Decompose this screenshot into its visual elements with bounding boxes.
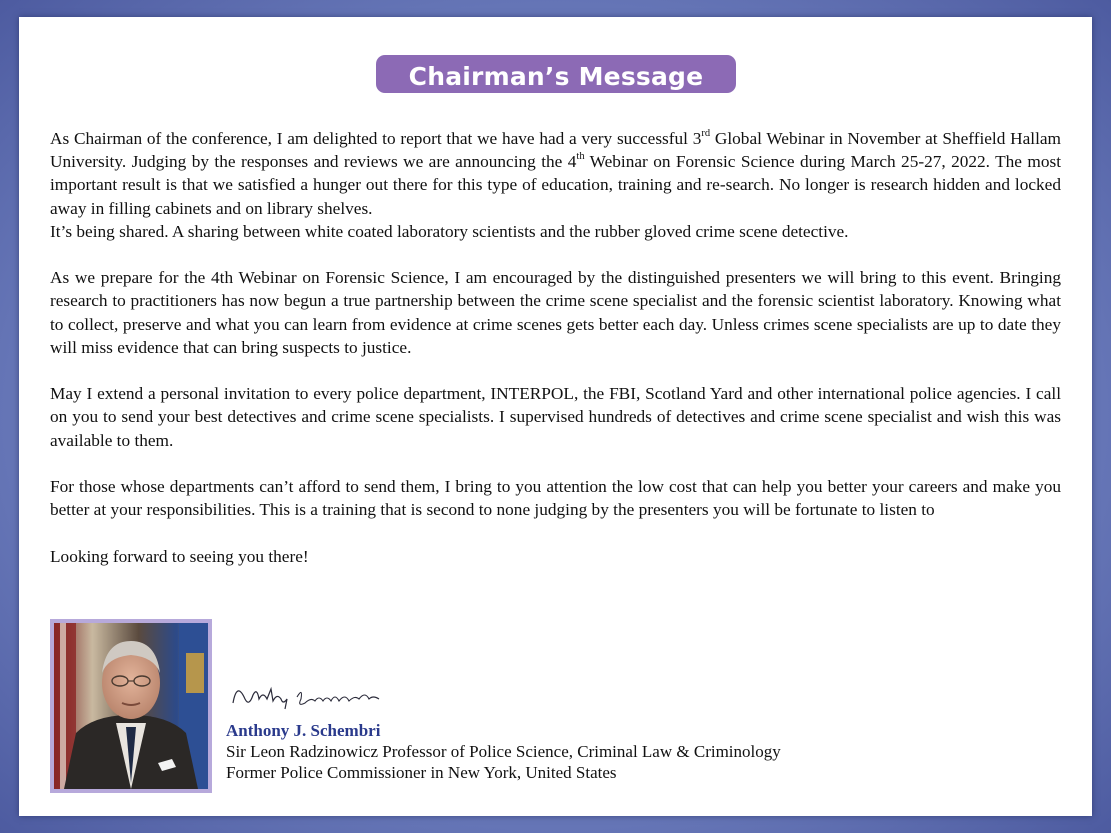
paragraph-1 [50, 127, 1061, 243]
message-body [50, 127, 1061, 591]
ordinal-superscript: rd [701, 128, 711, 140]
signature-image [227, 669, 387, 715]
portrait-frame [50, 619, 212, 793]
message-card [19, 17, 1092, 816]
paragraph-1-text-a: As Chairman of the conference, I am delighted to report that we have had a very successful 3 [50, 129, 702, 148]
paragraph-1-text-c: Webinar on Forensic Science during March 25-27, 2022. The most important result is that we satisfied a hunger out there for this type of education, training and re-search. No longer is research hidden and locked away in filling cabinets and on library shelves. [50, 152, 1061, 218]
paragraph-3: May I extend a personal invitation to every police department, INTERPOL, the FBI, Scotland Yard and other international police agencies. I call on you to send your best detectives and crime scene specialists. I supervised hundreds of detectives and crime scene specialist and wish this was available to them. [50, 384, 1061, 450]
paragraph-2: As we prepare for the 4th Webinar on Forensic Science, I am encouraged by the distinguished presenters we will bring to this event. Bringing research to practitioners has now begun a true partnership between the crime scene specialist and the forensic scientist laboratory. Knowing what to collect, preserve and what you can learn from evidence at crime scenes gets better each day. Unless crimes scene specialists are up to date they will miss evidence that can bring suspects to justice. [50, 268, 1061, 357]
paragraph-5: Looking forward to seeing you there! [50, 546, 309, 566]
signatory-name: Anthony J. Schembri [226, 721, 381, 740]
signatory-title: Sir Leon Radzinowicz Professor of Police Science, Criminal Law & Criminology [226, 742, 781, 761]
ordinal-superscript: th [576, 151, 585, 163]
paragraph-1-text-b: Global Webinar in November at Sheffield Hallam University. Judging by the responses and reviews we are announcing the 4 [50, 129, 1061, 172]
paragraph-4: For those whose departments can’t afford to send them, I bring to you attention the low cost that can help you better your careers and make you better at your responsibilities. This is a training that is second to none judging by the presenters you will be fortunate to listen to [50, 477, 1061, 520]
signatory-former-role: Former Police Commissioner in New York, United States [226, 763, 617, 782]
portrait-photo [54, 623, 208, 789]
page-title: Chairman’s Message [376, 55, 736, 93]
paragraph-1-text-d: It’s being shared. A sharing between white coated laboratory scientists and the rubber gloved crime scene detective. [50, 221, 849, 241]
